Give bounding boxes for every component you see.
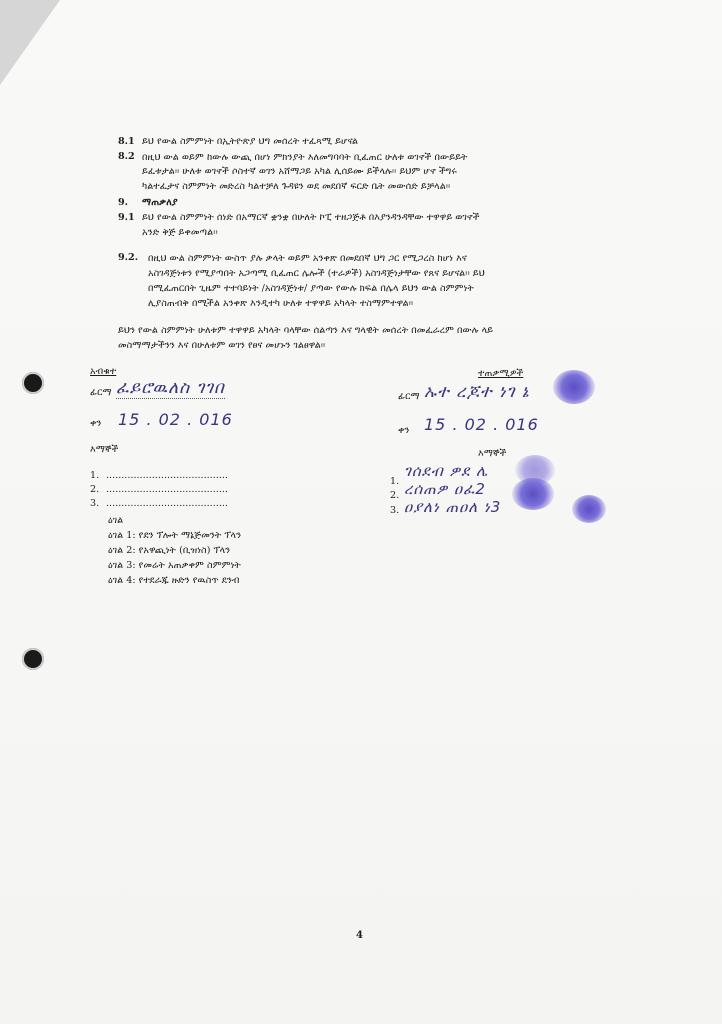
clause-9-2-line: በሚፈጠርበት ጊዜም ተተባይነት /አስገዳጅነቱ/ ያጣው የውሉ ክፍል በሌላ ይህን ውል ስምምነት [148,283,474,294]
clause-number: 8.2 [118,151,135,162]
section-number: 9. [118,197,129,208]
clause-number: 9.1 [118,212,135,223]
clause-number: 8.1 [118,136,135,147]
right-date: 15 . 02 . 016 [424,415,539,434]
closing-line: ይህን የውል ስምምነት ሁለቱም ተዋዋይ አካላት ባላቸው ሰልጣን እና ግላዊት መሰረት በመፈራረም በውሉ ላይ [118,325,494,336]
clause-9-2-line: ሊያስጠብቅ በሚችል አንቀጽ እንዲተካ ሁለቱ ተዋዋይ አካላት ተስማምተዋል፡፡ [148,298,414,309]
right-party-title: ተጠቃሚዎች [478,368,524,379]
witness-signature: ረሰጠዎ ዐፈ2 [404,480,486,498]
clause-8-2-line: ካልተፈታና ስምምነት መድረስ ካልተቻለ ጉዳዩን ወደ መደበኛ ፍርድ ቤት መውሰድ ይቻላል፡፡ [142,181,451,192]
left-party-title: አብቁተ [90,366,117,377]
folded-corner [0,0,60,85]
witness-number: 2. [390,490,400,501]
witness-number: 2. [90,484,100,495]
stamp-mark [572,495,606,523]
right-signature: ኡተ ረጆተ ነገ ኔ [424,382,530,402]
witness-signature: ዐያለነ ጠዐለ ነ3 [404,498,502,516]
punch-hole-bottom [22,648,44,670]
left-witnesses-title: እማኞች [90,444,119,455]
witness-line: ........................................ [106,498,228,509]
clause-number: 9.2. [118,252,139,263]
stamp-mark [553,370,595,404]
clause-9-2-line: አስገዳጅነቱን የሚያጣበት አጋጣሚ ቢፈጠር ሌሎች (ተራዎች) አስገዳጅነታቸው የጸና ይሆናል፡፡ ይህ [148,268,485,279]
attachment-item: ዕገል 2: የአዋጪነት (ቢዝነስ) ፕላን [108,545,231,556]
attachment-item: ዕገል 3: የመሬት አጠቃቀም ስምምነት [108,560,241,571]
right-date-label: ቀን [398,425,410,436]
witness-line: ........................................ [106,484,228,495]
clause-9-1-line: አንድ ቅጅ ይቀመጣል፡፡ [142,227,218,238]
closing-line: መስማማታችንን እና በሁለቱም ወገን የፀና መሆኑን ገልፀዋል፡፡ [118,340,326,351]
left-date-label: ቀን [90,418,102,429]
clause-8-1-text: ይህ የውል ስምምነት በኢትዮጵያ ህግ መሰረት ተፈጻሚ ይሆናል [142,136,359,147]
stamp-mark [512,478,554,510]
left-sign-label: ፊርማ [90,387,112,398]
left-signature: ፈይሮዉለስ ገገበ [116,378,225,398]
page-number: 4 [356,930,363,941]
punch-hole-top [22,372,44,394]
witness-number: 1. [90,470,100,481]
witness-number: 3. [90,498,100,509]
clause-9-1-line: ይህ የውል ስምምነት ሰነድ በአማርኛ ቋንቋ በሁለት ኮፒ ተዘጋጅቶ በእያንዳንዳቸው ተዋዋይ ወገኖች [142,212,480,223]
witness-number: 3. [390,505,400,516]
attachments-title: ዕገል [108,515,124,526]
witness-line: ........................................ [106,470,228,481]
attachment-item: ዕገል 1: የደን ፕሎት ማኔጅመንት ፕላን [108,530,242,541]
witness-number: 1. [390,476,400,487]
clause-9-2-line: በዚህ ውል ስምምነት ውስጥ ያሉ ቃላት ወይም አንቀጽ በመደበኛ ህግ ጋር የሚጋረስ ከሆነ እና [148,253,467,264]
attachment-item: ዕገል 4: የተደራጁ ዙድን የዉስጥ ደንብ [108,575,240,586]
right-witnesses-title: እማኞች [478,448,507,459]
clause-8-2-line: በዚህ ውል ወይም ከውሉ ውጪ በሆነ ምክንያት እለመግባባት ቢፈጠር ሁለቱ ወገኖች በውይይት [142,152,468,163]
right-sign-label: ፊርማ [398,391,420,402]
section-title: ማጠቃለያ [142,197,178,208]
clause-8-2-line: ይፈቱታል፡፡ ሁለቱ ወገኖች ሶስተኛ ወገን አሸማጋይ አካል ሊሰይሙ ይችላሉ፡፡ ይህም ሆኖ ችግሩ [142,166,457,177]
witness-signature: ገሰደብ ዎደ ሌ [404,462,489,480]
left-date: 15 . 02 . 016 [118,410,233,429]
